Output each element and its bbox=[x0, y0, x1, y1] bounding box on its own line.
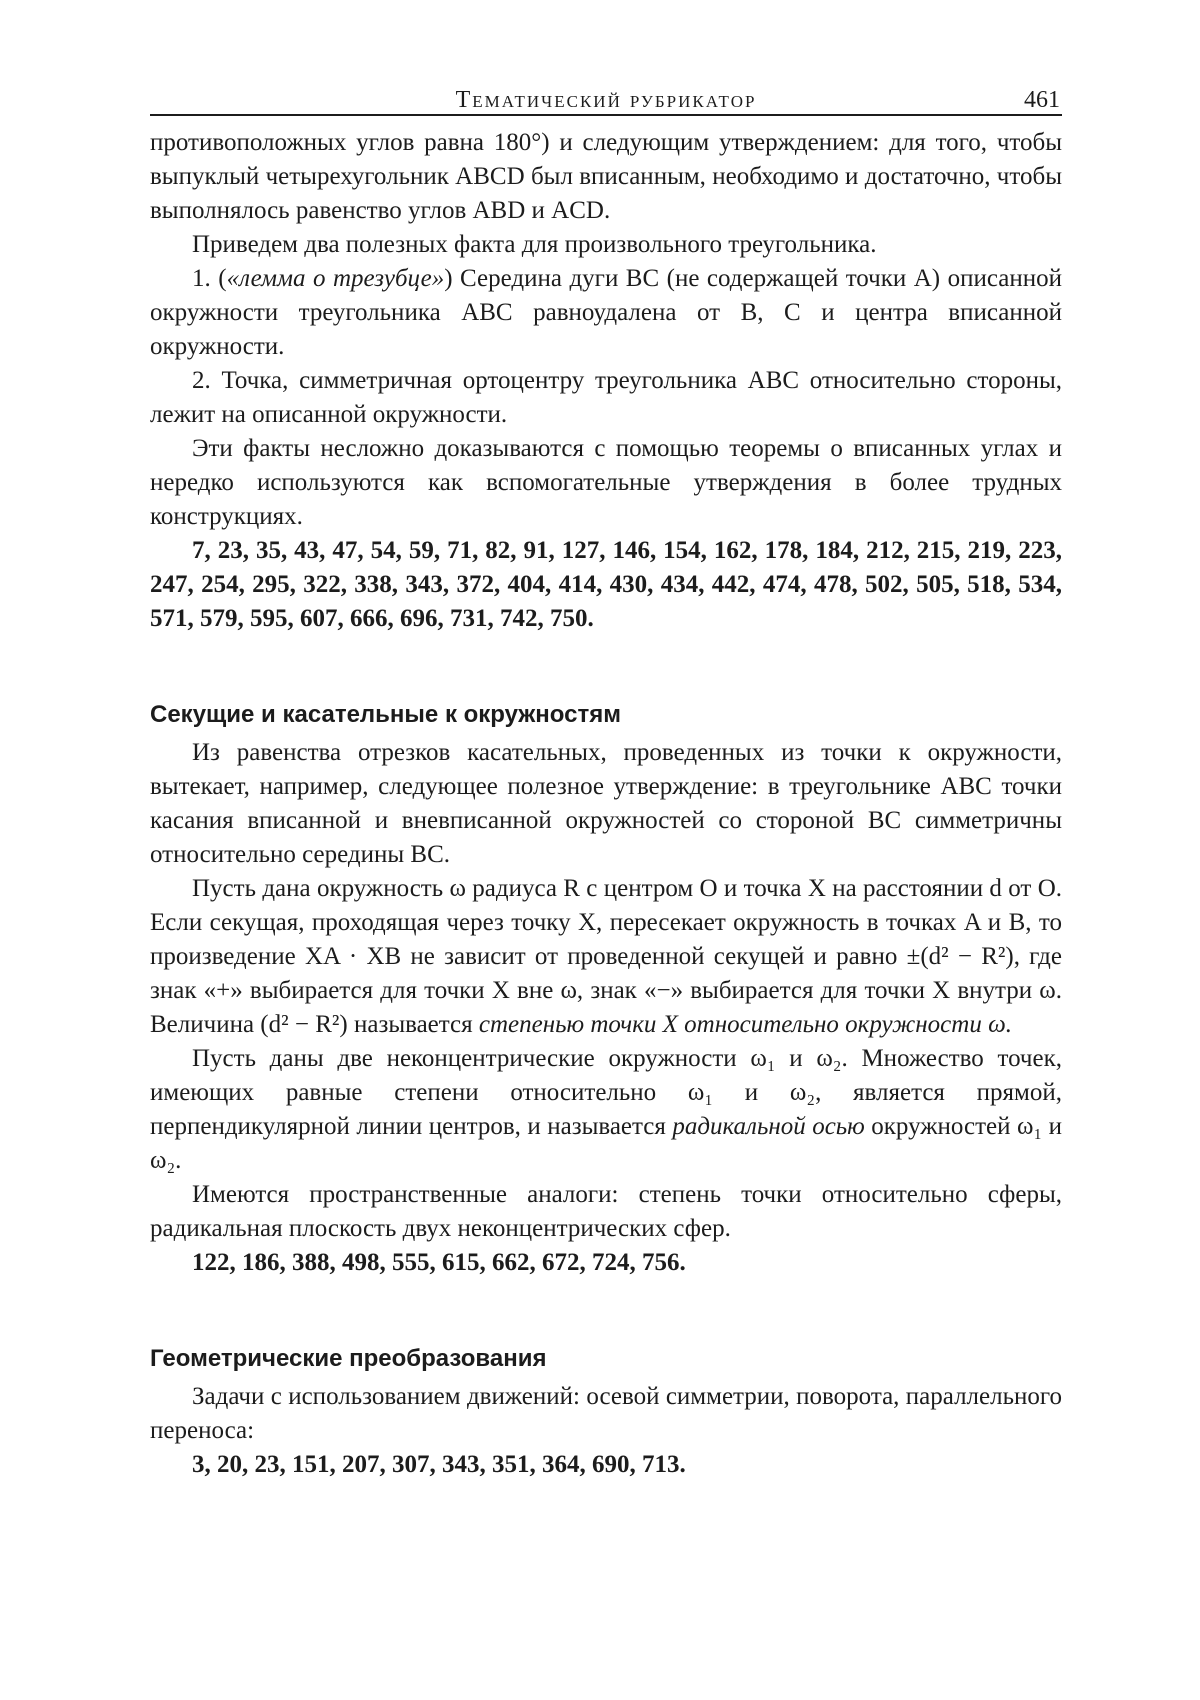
paragraph-motions: Задачи с использованием движений: осевой симметрии, поворота, параллельного переноса: bbox=[150, 1383, 1062, 1444]
running-header bbox=[150, 80, 1062, 116]
radical-axis-text-b: окружностей ω₁ и ω₂. bbox=[150, 1113, 1063, 1174]
section-heading-secants: Секущие и касательные к окружностям bbox=[150, 701, 621, 728]
paragraph-spatial-analogues: Имеются пространственные аналоги: степень точки относительно сферы, радикальная плоскость двух неконцентрических сфер. bbox=[150, 1181, 1062, 1242]
paragraph-tangents: Из равенства отрезков касательных, проведенных из точки к окружности, вытекает, например, следующее полезное утверждение: в треугольнике ABC точки касания вписанной и вневписанной окружностей со стороной BC симметричны относительно середины BC. bbox=[150, 739, 1062, 868]
section-heading-transformations: Геометрические преобразования bbox=[150, 1345, 547, 1372]
paragraph-intro-facts: Приведем два полезных факта для произвольного треугольника. bbox=[192, 231, 877, 258]
paragraph-power-of-point bbox=[150, 872, 1062, 1042]
fact-1-number: 1. ( bbox=[192, 265, 227, 292]
radical-axis-text-a: Пусть даны две неконцентрические окружности ω₁ и ω₂. Множество точек, имеющих равные степени относительно ω₁ и ω₂, является прямой, перпендикулярной линии центров, и называется bbox=[150, 1045, 1062, 1140]
problem-references: 122, 186, 388, 498, 555, 615, 662, 672, 724, 756. bbox=[192, 1249, 686, 1276]
paragraph-continued: противоположных углов равна 180°) и следующим утверждением: для того, чтобы выпуклый четырехугольник ABCD был вписанным, необходимо и достаточно, чтобы выполнялось равенство углов ABD и ACD. bbox=[150, 129, 1062, 224]
power-of-point-text: Пусть дана окружность ω радиуса R с центром O и точка X на расстоянии d от O. Если секущая, проходящая через точку X, пересекает окружность в точках A и B, то произведение XA · XB не зависит от проведенной секущей и равно ±(d² − R²), где знак «+» выбирается для точки X вне ω, знак «−» выбирается для точки X внутри ω. Величина (d² − R²) называется bbox=[150, 875, 1062, 1038]
page-number: 461 bbox=[1024, 87, 1060, 113]
radical-axis-term: радикальной осью bbox=[672, 1113, 865, 1140]
running-title: Тематический рубрикатор bbox=[455, 87, 757, 113]
fact-1-italic-term: «лемма о трезубце» bbox=[226, 265, 445, 292]
fact-1-text: ) Середина дуги BC (не содержащей точки A) описанной окружности треугольника ABC равноудалена от B, C и центра вписанной окружности. bbox=[150, 265, 1062, 360]
paragraph-radical-axis bbox=[150, 1042, 1062, 1178]
problem-references: 7, 23, 35, 43, 47, 54, 59, 71, 82, 91, 127, 146, 154, 162, 178, 184, 212, 215, 219, 223, 247, 254, 295, 322, 338, 343, 372, 404, 414, 430, 434, 442, 474, 478, 502, 505, 518, 534, 571, 579, 595, 607, 666, 696, 731, 742, 750. bbox=[150, 537, 1062, 632]
page bbox=[150, 80, 1062, 1482]
paragraph-fact-1 bbox=[150, 262, 1062, 364]
problem-references: 3, 20, 23, 151, 207, 307, 343, 351, 364, 690, 713. bbox=[192, 1451, 686, 1478]
power-of-point-term: степенью точки X относительно окружности ω. bbox=[478, 1011, 1012, 1038]
paragraph-fact-2: 2. Точка, симметричная ортоцентру треугольника ABC относительно стороны, лежит на описанной окружности. bbox=[150, 367, 1062, 428]
paragraph-facts-note: Эти факты несложно доказываются с помощью теоремы о вписанных углах и нередко используются как вспомогательные утверждения в более трудных конструкциях. bbox=[150, 435, 1062, 530]
